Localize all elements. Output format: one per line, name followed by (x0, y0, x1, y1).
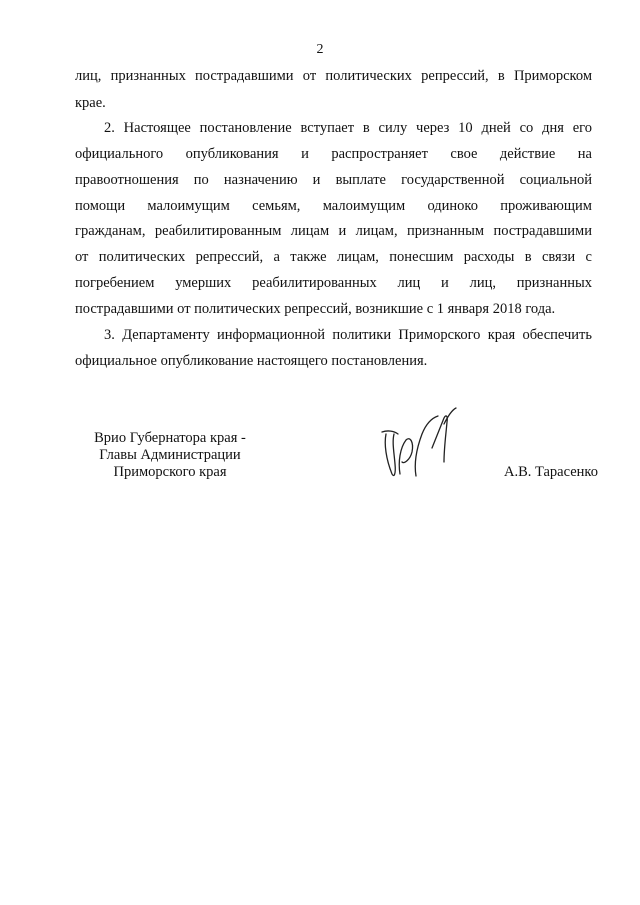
signatory-name: А.В. Тарасенко (503, 464, 598, 480)
signatory-title-line-1: Врио Губернатора края - (94, 430, 246, 446)
signatory-title-line-2: Главы Администрации (99, 447, 241, 463)
paragraph-2-line-2: официального опубликования и распространяет свое действие на (75, 146, 592, 162)
paragraph-2-line-6: от политических репрессий, а также лицам, понесшим расходы в связи с (75, 249, 592, 265)
paragraph-3-line-1: 3. Департаменту информационной политики Приморского края обеспечить (104, 327, 592, 343)
paragraph-2-line-8: пострадавшими от политических репрессий, возникшие с 1 января 2018 года. (75, 301, 556, 317)
handwritten-signature (374, 404, 464, 484)
paragraph-3-line-2: официальное опубликование настоящего постановления. (75, 353, 428, 369)
paragraph-2-line-1: 2. Настоящее постановление вступает в силу через 10 дней со дня его (104, 120, 592, 136)
paragraph-1-line-1: лиц, признанных пострадавшими от политических репрессий, в Приморском (75, 68, 592, 84)
paragraph-2-line-5: гражданам, реабилитированным лицам и лицам, признанным пострадавшими (75, 223, 592, 239)
paragraph-2-line-7: погребением умерших реабилитированных лиц и лиц, признанных (75, 275, 592, 291)
paragraph-1-line-2: крае. (75, 95, 106, 111)
signatory-title-line-3: Приморского края (113, 464, 227, 480)
paragraph-2-line-3: правоотношения по назначению и выплате государственной социальной (75, 172, 592, 188)
paragraph-2-line-4: помощи малоимущим семьям, малоимущим одиноко проживающим (75, 198, 592, 214)
page-number: 2 (316, 42, 324, 57)
